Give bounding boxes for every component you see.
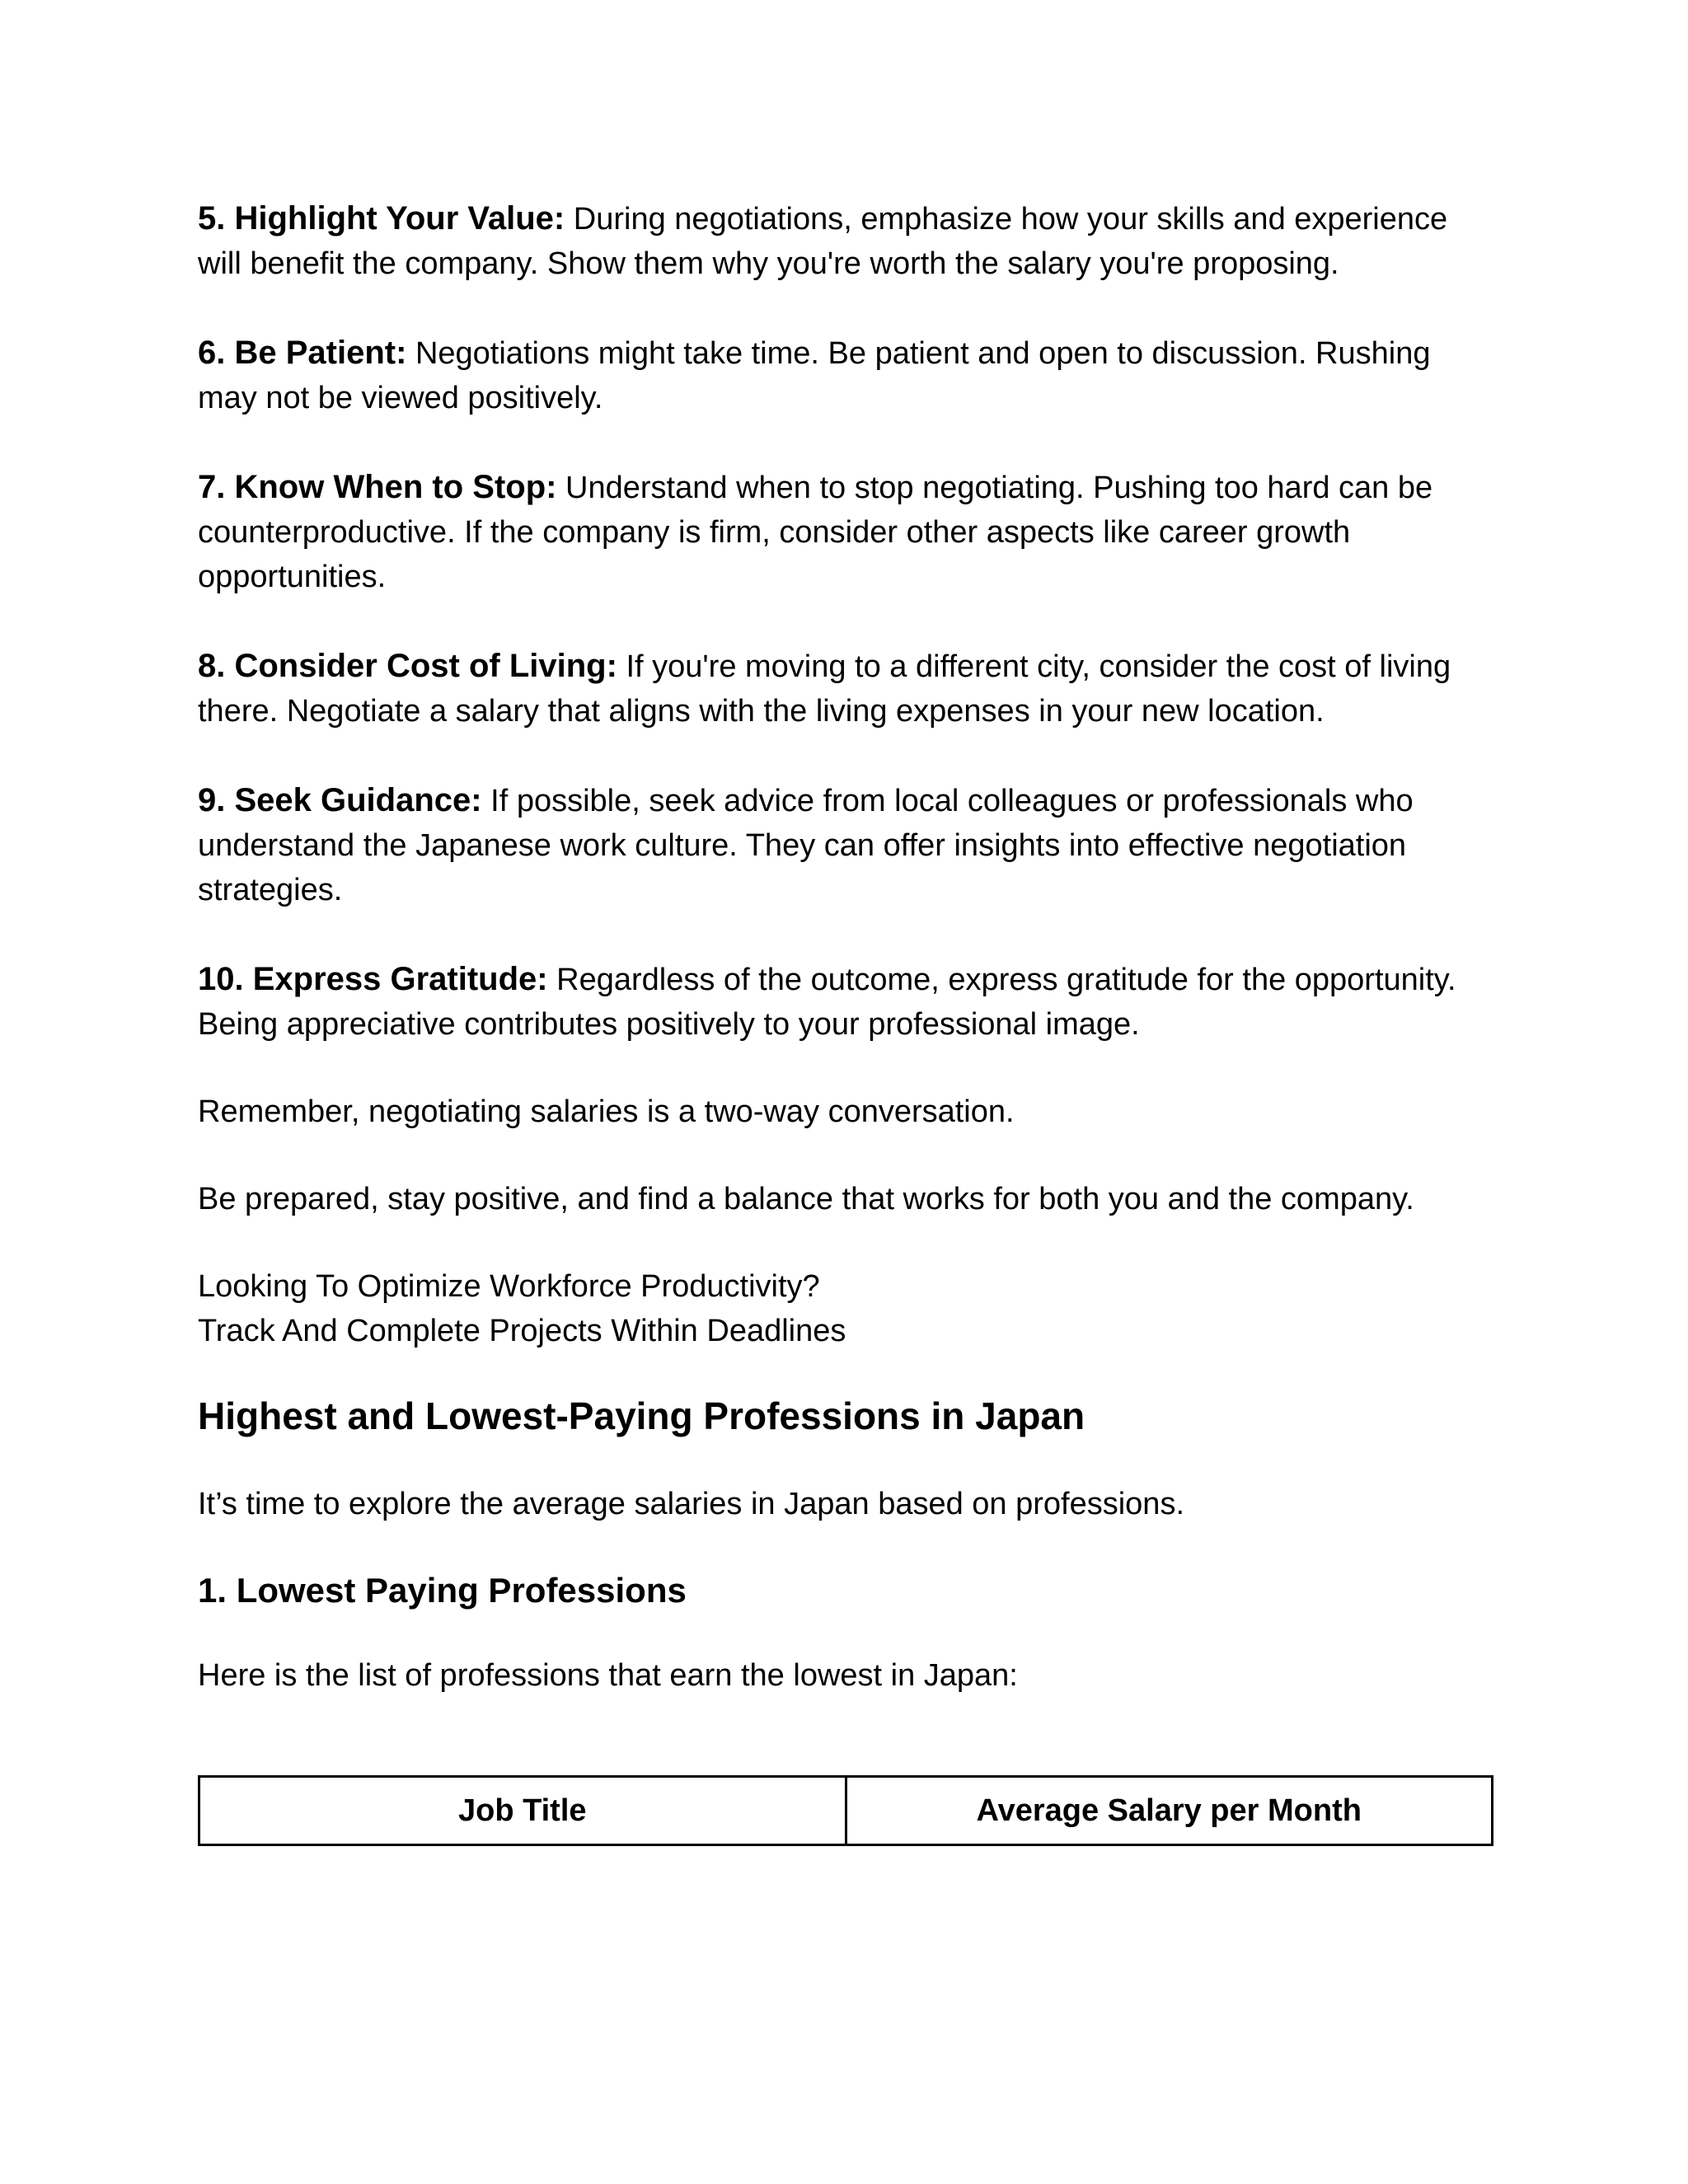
tip-title: 7. Know When to Stop: [198, 469, 557, 505]
tip-item-10 [198, 957, 1492, 1047]
promo-line-1: Looking To Optimize Workforce Productivity? [198, 1269, 820, 1304]
salary-table [198, 1775, 1493, 1846]
tip-item-7 [198, 465, 1492, 599]
promo-block [198, 1264, 1492, 1353]
subsection-heading: 1. Lowest Paying Professions [198, 1571, 687, 1610]
remember-paragraph: Remember, negotiating salaries is a two-way conversation. [198, 1094, 1015, 1129]
table-header-row [199, 1777, 1493, 1845]
tip-title: 5. Highlight Your Value: [198, 200, 565, 237]
tip-text: Understand when to stop negotiating. Pushing too hard can be counterproductive. If the company is firm, consider other aspects like career growth opportunities. [198, 471, 1433, 594]
tip-text: If possible, seek advice from local colleagues or professionals who understand the Japanese work culture. They can offer insights into effective negotiation strategies. [198, 784, 1414, 907]
column-header-average-salary: Average Salary per Month [846, 1777, 1493, 1845]
list-intro: Here is the list of professions that earn the lowest in Japan: [198, 1658, 1018, 1693]
tip-text: Negotiations might take time. Be patient and open to discussion. Rushing may not be viewed positively. [198, 336, 1431, 415]
be-prepared-paragraph: Be prepared, stay positive, and find a balance that works for both you and the company. [198, 1182, 1414, 1216]
tip-title: 6. Be Patient: [198, 335, 407, 371]
tip-text: Regardless of the outcome, express gratitude for the opportunity. Being appreciative contributes positively to your professional image. [198, 963, 1456, 1042]
tip-item-9 [198, 778, 1492, 912]
document-page [198, 196, 1492, 1846]
column-header-job-title: Job Title [199, 1777, 846, 1845]
tip-title: 8. Consider Cost of Living: [198, 648, 617, 684]
tip-item-5 [198, 196, 1492, 286]
tip-item-6 [198, 330, 1492, 420]
section-heading: Highest and Lowest-Paying Professions in Japan [198, 1394, 1085, 1437]
tip-text: During negotiations, emphasize how your skills and experience will benefit the company. Show them why you're worth the salary you're proposing. [198, 202, 1448, 281]
tip-text: If you're moving to a different city, consider the cost of living there. Negotiate a salary that aligns with the living expenses in your new location. [198, 649, 1451, 729]
section-intro: It’s time to explore the average salaries in Japan based on professions. [198, 1487, 1184, 1521]
tip-item-8 [198, 644, 1492, 733]
tip-title: 9. Seek Guidance: [198, 782, 482, 818]
tip-title: 10. Express Gratitude: [198, 961, 548, 997]
promo-line-2: Track And Complete Projects Within Deadlines [198, 1314, 846, 1348]
